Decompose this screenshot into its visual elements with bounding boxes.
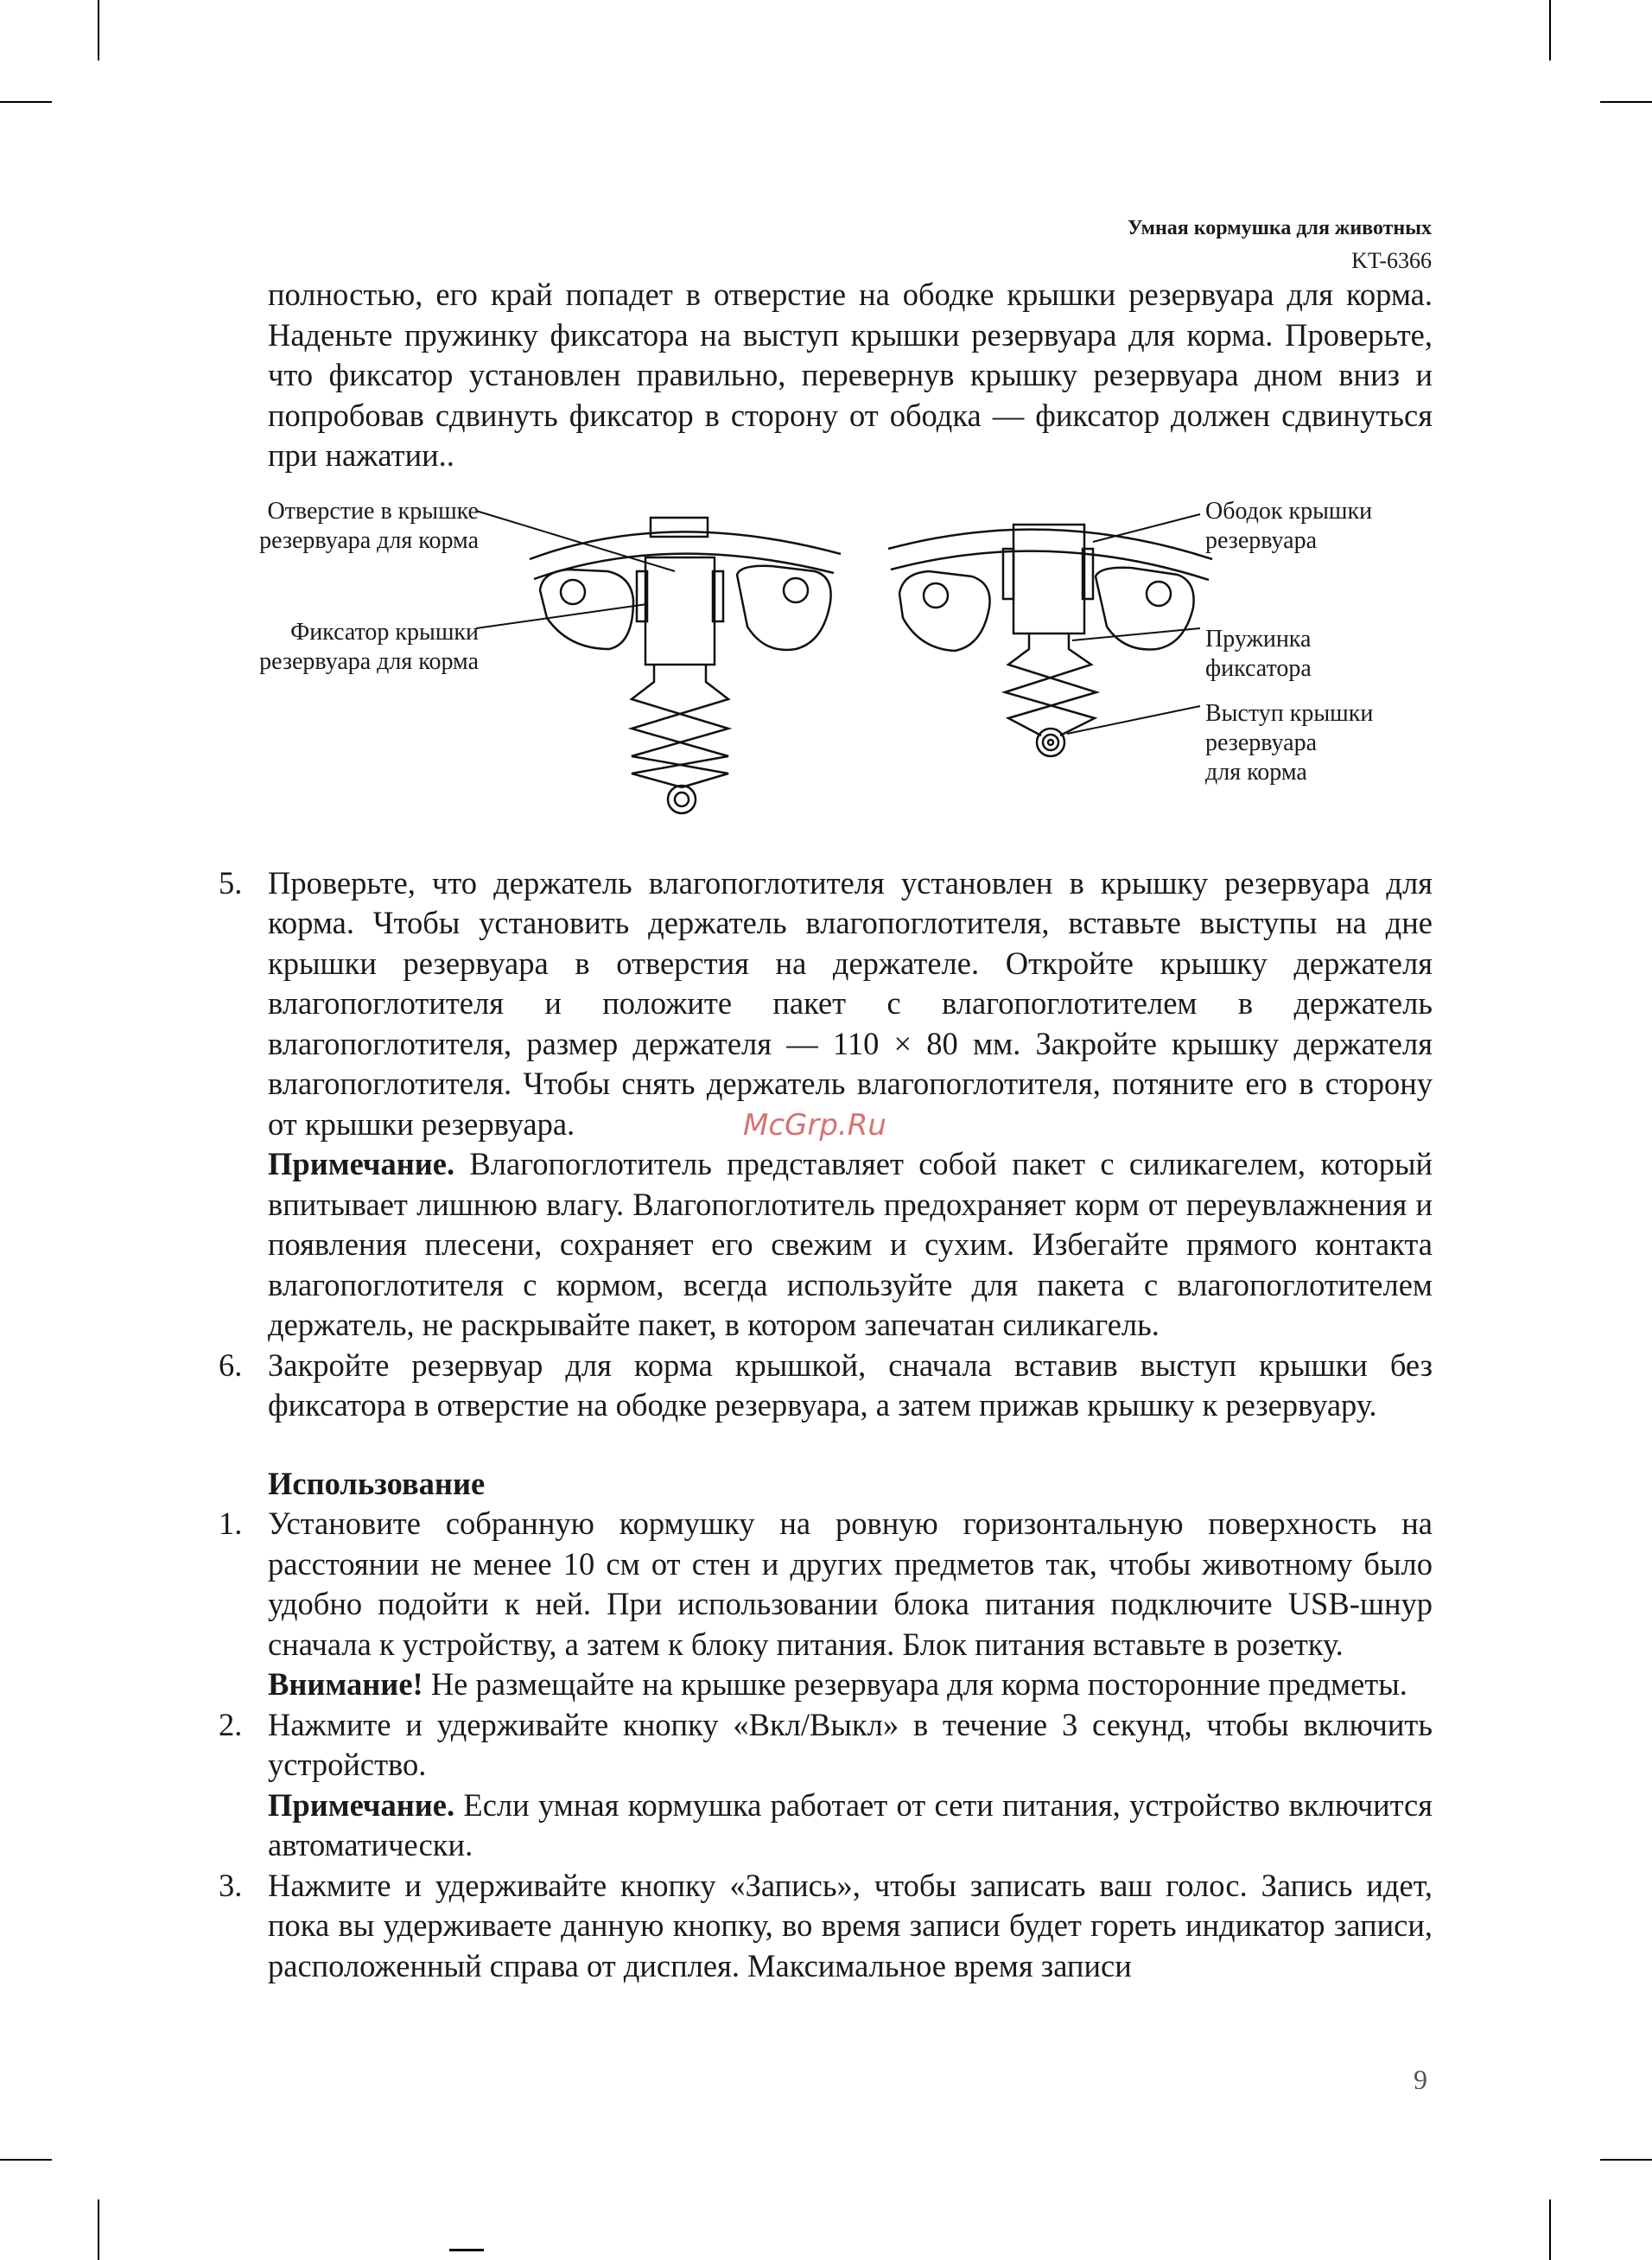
step-note bbox=[268, 1144, 1433, 1346]
label-latch-spring: Пружинка фиксатора bbox=[1205, 625, 1312, 682]
crop-mark bbox=[1549, 2200, 1551, 2260]
latch bbox=[1013, 525, 1084, 633]
page-number: 9 bbox=[1414, 2064, 1427, 2095]
note-text: Влагопоглотитель представляет собой пакет с силикагелем, который впитывает лишнюю влагу. Влагопоглотитель предохраняет корм от переувлажнения и появления плесени, сохраняет его свежим и сухим. Избегайте прямого контакта влагопоглотителя с кормом, всегда используйте для пакета с влагопоглотителем держатель, не раскрывайте пакет, в котором запечатан силикагель. bbox=[268, 1146, 1433, 1342]
lid-boss bbox=[1037, 729, 1064, 756]
step-text: Закройте резервуар для корма крышкой, сначала вставив выступ крышки без фиксатора в отверстие на ободке резервуара, а затем прижав крышку к резервуару. bbox=[268, 1346, 1433, 1423]
step-number: 2. bbox=[219, 1706, 243, 1742]
section-title bbox=[219, 1464, 1433, 1505]
label-hole-in-lid: Отверстие в крышке резервуара для корма bbox=[259, 497, 479, 554]
list-item bbox=[219, 1705, 1433, 1866]
watermark: McGrp.Ru bbox=[743, 1108, 886, 1143]
latch-figure bbox=[219, 497, 1433, 834]
step-text: Нажмите и удерживайте кнопку «Вкл/Выкл» в течение 3 секунд, чтобы включить устройство. bbox=[268, 1706, 1433, 1782]
step-number: 3. bbox=[219, 1867, 243, 1903]
warning-label: Внимание! bbox=[268, 1666, 423, 1702]
latch bbox=[645, 557, 715, 665]
crop-mark bbox=[98, 2200, 99, 2260]
warning-text: Не размещайте на крышке резервуара для корма посторонние предметы. bbox=[430, 1666, 1407, 1702]
step-number: 1. bbox=[219, 1506, 243, 1541]
hole-in-rim bbox=[651, 518, 708, 537]
note-label: Примечание. bbox=[268, 1146, 455, 1181]
label-lid-latch: Фиксатор крышки резервуара для корма bbox=[259, 618, 479, 675]
intro-paragraph: полностью, его край попадет в отверстие на ободке крышки резервуара для корма. Наденьте пружинку фиксатора на выступ крышки резервуара для корма. Проверьте, что фиксатор установлен правильно, перевернув крышку резервуара дном вниз и попробовав сдвинуть фиксатор в сторону от ободка — фиксатор должен сдвинуться при нажатии.. bbox=[268, 277, 1433, 473]
crop-mark bbox=[1600, 2159, 1652, 2161]
step-note bbox=[268, 1786, 1433, 1866]
step-text: Проверьте, что держатель влагопоглотителя установлен в крышку резервуара для корма. Чтобы установить держатель влагопоглотителя, вставьте выступы на дне крышки резервуара в отверстия на держателе. Откройте крышку держателя влагопоглотителя и положите пакет с влагопоглотителем в держатель влагопоглотителя, размер держателя — 110 × 80 мм. Закройте крышку держателя влагопоглотителя. Чтобы снять держатель влагопоглотителя, потяните его в сторону от крышки резервуара. bbox=[268, 864, 1433, 1142]
section-title-text: Использование bbox=[268, 1465, 486, 1501]
left-assembly bbox=[530, 518, 841, 813]
list-item bbox=[219, 863, 1433, 1346]
step-text: Установите собранную кормушку на ровную горизонтальную поверхность на расстоянии не менее 10 см от стен и других предметов так, чтобы животному было удобно подойти к ней. При использовании блока питания подключите USB-шнур сначала к устройству, а затем к блоку питания. Блок питания вставьте в розетку. bbox=[268, 1506, 1433, 1662]
crop-mark bbox=[449, 2249, 484, 2251]
note-text: Если умная кормушка работает от сети питания, устройство включится автоматически. bbox=[268, 1786, 1433, 1862]
crop-mark bbox=[0, 2159, 52, 2161]
running-header bbox=[1128, 212, 1432, 277]
right-assembly bbox=[888, 525, 1212, 756]
label-lid-boss: Выступ крышки резервуара для корма bbox=[1205, 699, 1374, 786]
step-text: Нажмите и удерживайте кнопку «Запись», чтобы записать ваш голос. Запись идет, пока вы удерживаете данную кнопку, во время записи будет гореть индикатор записи, расположенный справа от дисплея. Максимальное время записи bbox=[268, 1867, 1433, 1983]
step-warning bbox=[268, 1665, 1433, 1705]
note-label: Примечание. bbox=[268, 1786, 455, 1823]
crop-mark bbox=[1549, 0, 1551, 60]
label-lid-rim: Ободок крышки резервуара bbox=[1205, 497, 1373, 554]
crop-mark bbox=[1600, 101, 1652, 103]
list-item bbox=[219, 1866, 1433, 1987]
header-title: Умная кормушка для животных bbox=[1127, 217, 1432, 239]
step-number: 5. bbox=[219, 864, 243, 901]
header-model: KT-6366 bbox=[1351, 248, 1432, 273]
step-number: 6. bbox=[219, 1346, 243, 1383]
crop-mark bbox=[98, 0, 99, 60]
list-item bbox=[219, 1346, 1433, 1426]
crop-mark bbox=[0, 101, 52, 103]
list-item bbox=[219, 1504, 1433, 1705]
